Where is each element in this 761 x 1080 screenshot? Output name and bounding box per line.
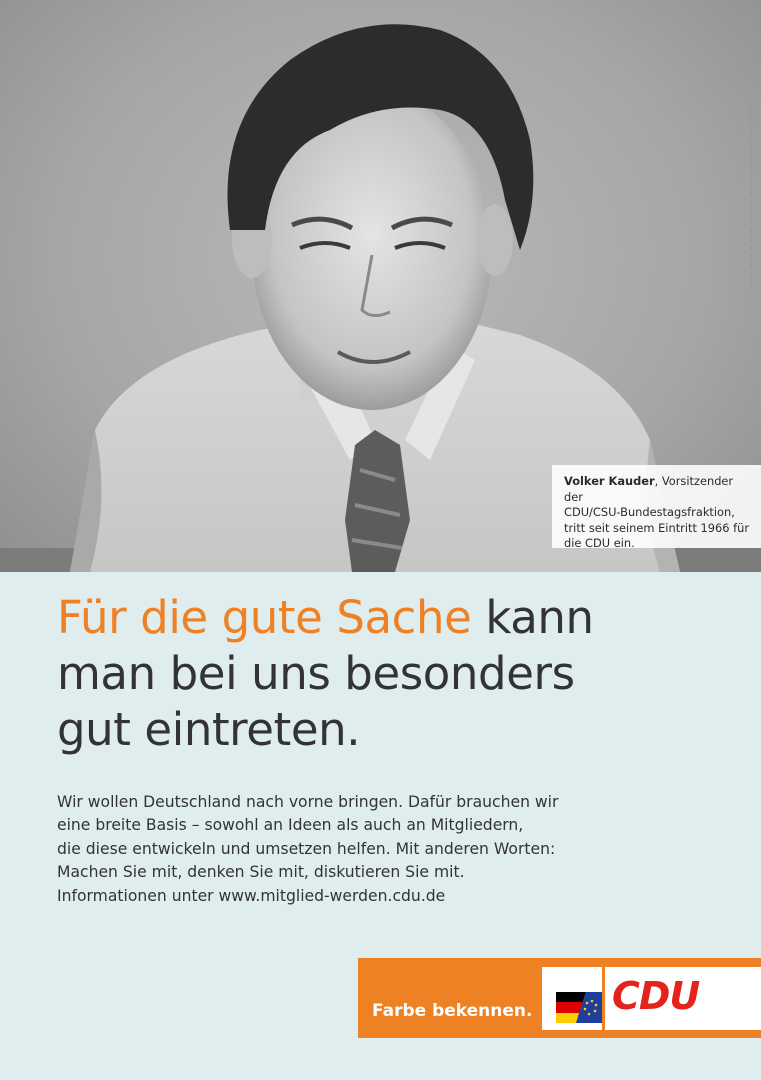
caption-line-3: tritt seit seinem Eintritt 1966 für [564, 520, 750, 535]
body-line-2: eine breite Basis – sowohl an Ideen als auch an Mitgliedern, [57, 816, 524, 835]
slogan-text: Farbe bekennen. [372, 1001, 533, 1021]
caption-line-1: , Vorsitzender der [564, 474, 734, 504]
headline [57, 590, 737, 758]
headline-accent: Für die gute Sache [57, 591, 472, 644]
slogan-banner [358, 958, 761, 1038]
caption-name: Volker Kauder [564, 474, 655, 488]
body-line-3: die diese entwickeln und umsetzen helfen. Mit anderen Worten: [57, 839, 556, 858]
cdu-wordmark: CDU [612, 974, 700, 1018]
headline-line2: man bei uns besonders [57, 647, 575, 700]
german-eu-flag-icon [556, 992, 602, 1023]
photo-caption [552, 465, 761, 548]
caption-line-2: CDU/CSU-Bundestagsfraktion, [564, 505, 735, 519]
logo-separator [602, 967, 605, 1030]
cdu-logo [542, 967, 761, 1030]
body-line-1: Wir wollen Deutschland nach vorne bringen. Dafür brauchen wir [57, 793, 559, 811]
body-text [57, 791, 677, 908]
headline-line3: gut eintreten. [57, 703, 361, 756]
body-line-4: Machen Sie mit, denken Sie mit, diskutieren Sie mit. [57, 863, 465, 882]
caption-line-4: die CDU ein. [564, 536, 635, 550]
side-imprint-text [747, 20, 755, 290]
body-line-5: Informationen unter www.mitglied-werden.cdu.de [57, 886, 446, 905]
headline-line1-rest: kann [471, 591, 594, 644]
